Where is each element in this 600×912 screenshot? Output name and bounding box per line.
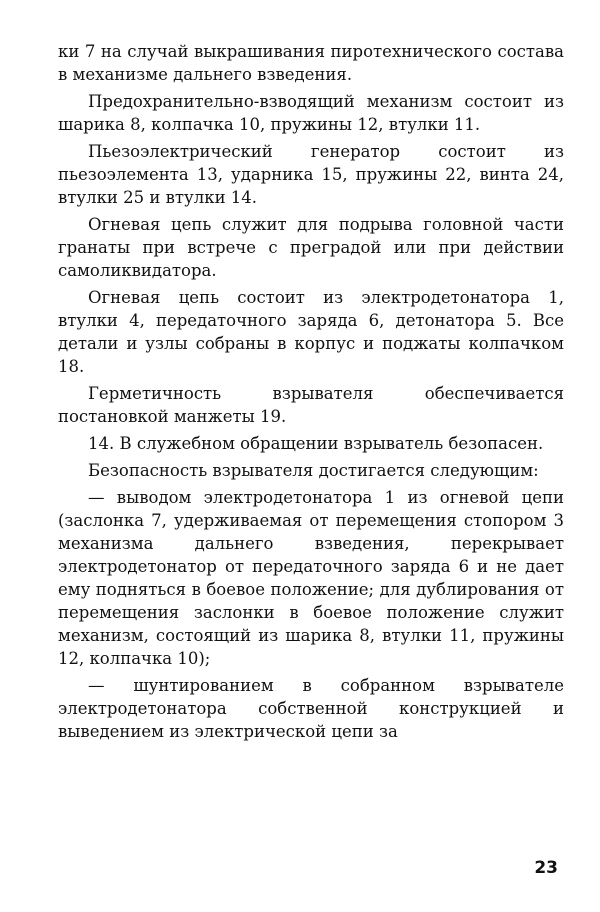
paragraph: Пьезоэлектрический генератор состоит из пьезоэлемента 13, ударника 15, пружины 22, винта 24, втулки 25 и втулки 14. [58, 142, 564, 207]
paragraph: — выводом электродетонатора 1 из огневой цепи (заслонка 7, удерживаемая от перемещения стопором 3 механизма дальнего взведения, перекрывает электродетонатор от передаточного заряда 6 и не дает ему подняться в боевое положение; для дублирования от перемещения заслонки в боевое положение служит механизм, состоящий из шарика 8, втулки 11, пружины 12, колпачка 10); [58, 488, 564, 668]
page-body [58, 40, 564, 747]
paragraph: ки 7 на случай выкрашивания пиротехнического состава в механизме дальнего взведения. [58, 42, 564, 84]
paragraph: Огневая цепь служит для подрыва головной части гранаты при встрече с преградой или при действии самоликвидатора. [58, 215, 564, 280]
paragraph: Безопасность взрывателя достигается следующим: [88, 461, 539, 480]
paragraph: — шунтированием в собранном взрывателе электродетонатора собственной конструкцией и выведением из электрической цепи за [58, 676, 564, 741]
paragraph: Огневая цепь состоит из электродетонатора 1, втулки 4, передаточного заряда 6, детонатора 5. Все детали и узлы собраны в корпус и поджаты колпачком 18. [58, 288, 564, 376]
paragraph: Предохранительно-взводящий механизм состоит из шарика 8, колпачка 10, пружины 12, втулки 11. [58, 92, 564, 134]
paragraph: Герметичность взрывателя обеспечивается постановкой манжеты 19. [58, 384, 564, 426]
page-number: 23 [534, 858, 558, 878]
paragraph: 14. В служебном обращении взрыватель безопасен. [88, 434, 544, 453]
